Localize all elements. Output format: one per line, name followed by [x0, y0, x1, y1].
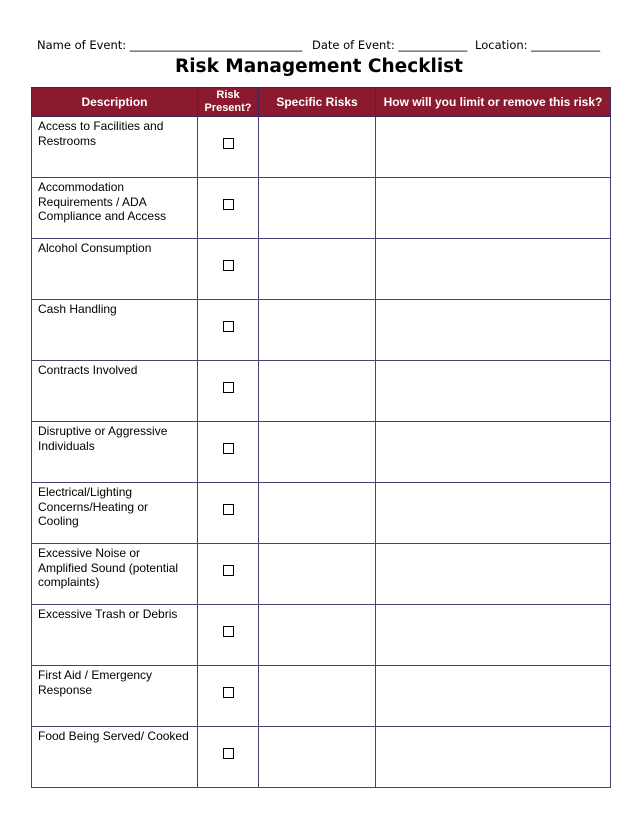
- event-location-field: Location: ____________: [475, 38, 601, 52]
- column-header-mitigation: How will you limit or remove this risk?: [376, 88, 611, 117]
- risk-present-cell: [198, 422, 259, 483]
- specific-risks-cell[interactable]: [259, 422, 376, 483]
- risk-present-checkbox[interactable]: [223, 565, 234, 576]
- page-title: Risk Management Checklist: [174, 56, 464, 77]
- mitigation-cell[interactable]: [376, 239, 611, 300]
- mitigation-cell[interactable]: [376, 666, 611, 727]
- mitigation-cell[interactable]: [376, 605, 611, 666]
- table-row: [32, 666, 611, 727]
- specific-risks-cell[interactable]: [259, 605, 376, 666]
- specific-risks-cell[interactable]: [259, 300, 376, 361]
- risk-present-checkbox[interactable]: [223, 382, 234, 393]
- table-row: [32, 178, 611, 239]
- table-row: [32, 483, 611, 544]
- table-row: [32, 605, 611, 666]
- table-row: [32, 300, 611, 361]
- specific-risks-cell[interactable]: [259, 117, 376, 178]
- event-date-field: Date of Event: ____________: [312, 38, 468, 52]
- mitigation-cell[interactable]: [376, 300, 611, 361]
- column-header-description: Description: [32, 88, 198, 117]
- risk-present-cell: [198, 483, 259, 544]
- risk-description: Contracts Involved: [32, 361, 198, 422]
- risk-present-checkbox[interactable]: [223, 748, 234, 759]
- risk-description: Excessive Noise or Amplified Sound (potential complaints): [32, 544, 198, 605]
- risk-present-cell: [198, 239, 259, 300]
- risk-present-checkbox[interactable]: [223, 199, 234, 210]
- specific-risks-cell[interactable]: [259, 727, 376, 788]
- risk-present-cell: [198, 117, 259, 178]
- risk-present-cell: [198, 544, 259, 605]
- specific-risks-cell[interactable]: [259, 483, 376, 544]
- risk-present-checkbox[interactable]: [223, 504, 234, 515]
- table-header-row: [32, 88, 611, 117]
- risk-present-checkbox[interactable]: [223, 443, 234, 454]
- risk-present-cell: [198, 666, 259, 727]
- risk-description: Accommodation Requirements / ADA Compliance and Access: [32, 178, 198, 239]
- table-row: [32, 544, 611, 605]
- mitigation-cell[interactable]: [376, 483, 611, 544]
- specific-risks-cell[interactable]: [259, 178, 376, 239]
- risk-description: Cash Handling: [32, 300, 198, 361]
- mitigation-cell[interactable]: [376, 178, 611, 239]
- risk-present-checkbox[interactable]: [223, 687, 234, 698]
- risk-present-checkbox[interactable]: [223, 626, 234, 637]
- event-name-field: Name of Event: ______________________________: [37, 38, 303, 52]
- column-header-risk-present: Risk Present?: [198, 88, 259, 117]
- mitigation-cell[interactable]: [376, 544, 611, 605]
- risk-present-checkbox[interactable]: [223, 138, 234, 149]
- risk-present-cell: [198, 605, 259, 666]
- risk-description: First Aid / Emergency Response: [32, 666, 198, 727]
- risk-description: Electrical/Lighting Concerns/Heating or Cooling: [32, 483, 198, 544]
- column-header-specific-risks: Specific Risks: [259, 88, 376, 117]
- risk-description: Alcohol Consumption: [32, 239, 198, 300]
- mitigation-cell[interactable]: [376, 117, 611, 178]
- risk-description: Access to Facilities and Restrooms: [32, 117, 198, 178]
- risk-present-cell: [198, 300, 259, 361]
- risk-present-checkbox[interactable]: [223, 260, 234, 271]
- specific-risks-cell[interactable]: [259, 361, 376, 422]
- specific-risks-cell[interactable]: [259, 239, 376, 300]
- risk-present-cell: [198, 361, 259, 422]
- risk-description: Food Being Served/ Cooked: [32, 727, 198, 788]
- risk-present-cell: [198, 178, 259, 239]
- mitigation-cell[interactable]: [376, 727, 611, 788]
- risk-present-cell: [198, 727, 259, 788]
- specific-risks-cell[interactable]: [259, 544, 376, 605]
- table-row: [32, 727, 611, 788]
- mitigation-cell[interactable]: [376, 361, 611, 422]
- risk-checklist-table: [31, 87, 611, 788]
- risk-description: Excessive Trash or Debris: [32, 605, 198, 666]
- table-row: [32, 422, 611, 483]
- table-row: [32, 361, 611, 422]
- mitigation-cell[interactable]: [376, 422, 611, 483]
- table-row: [32, 239, 611, 300]
- risk-description: Disruptive or Aggressive Individuals: [32, 422, 198, 483]
- risk-present-checkbox[interactable]: [223, 321, 234, 332]
- table-row: [32, 117, 611, 178]
- specific-risks-cell[interactable]: [259, 666, 376, 727]
